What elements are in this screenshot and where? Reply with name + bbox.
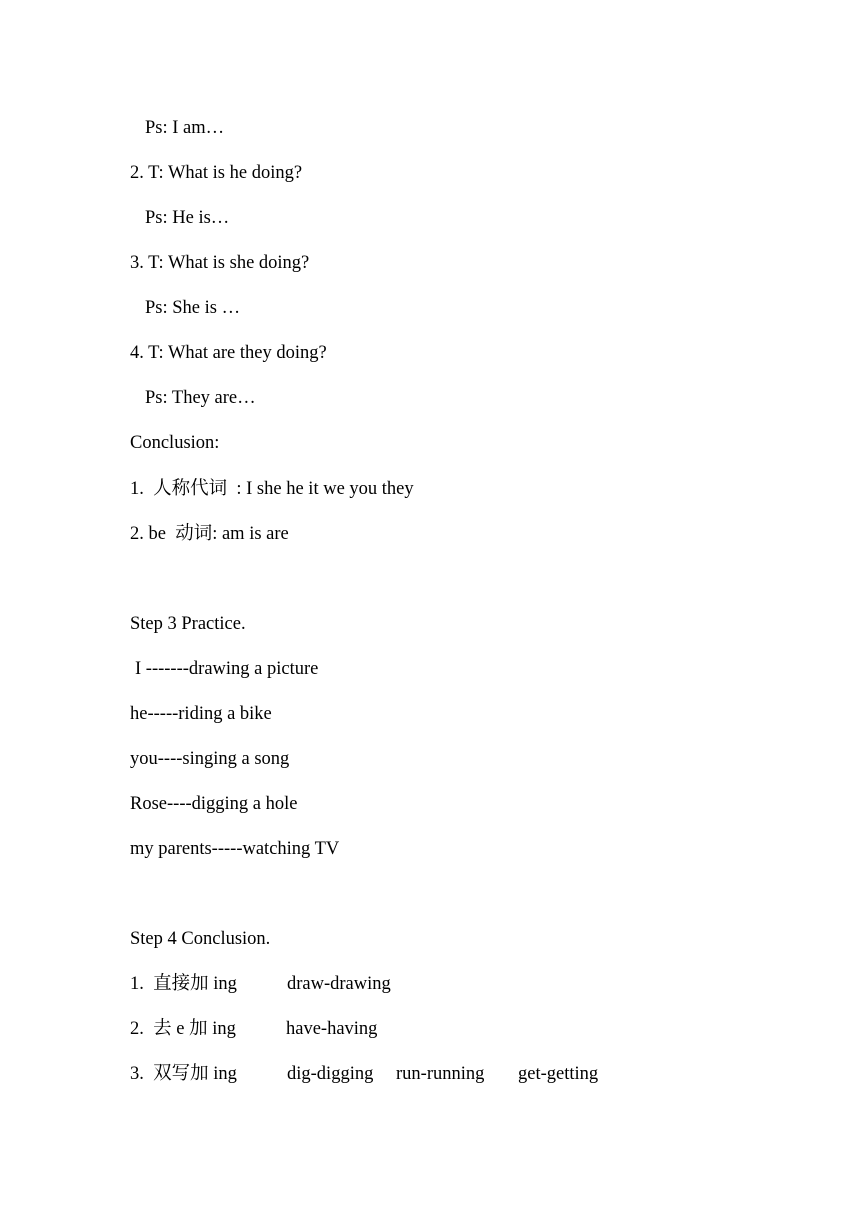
dialogue-line: Ps: She is … [145, 298, 241, 318]
rule-label: 1. 直接加 ing [130, 974, 237, 994]
rule-example: dig-digging [287, 1064, 374, 1084]
dialogue-line: 4. T: What are they doing? [130, 343, 327, 363]
dialogue-line: Ps: He is… [145, 208, 230, 228]
step4-heading: Step 4 Conclusion. [130, 929, 271, 949]
conclusion-item: 2. be 动词: am is are [130, 524, 289, 544]
step3-heading: Step 3 Practice. [130, 614, 246, 634]
conclusion-heading: Conclusion: [130, 433, 220, 453]
practice-item: my parents-----watching TV [130, 839, 340, 859]
dialogue-line: Ps: I am… [145, 118, 225, 138]
dialogue-line: 2. T: What is he doing? [130, 163, 303, 183]
practice-item: he-----riding a bike [130, 704, 272, 724]
rule-example: have-having [286, 1019, 378, 1039]
dialogue-line: Ps: They are… [145, 388, 256, 408]
rule-label: 3. 双写加 ing [130, 1064, 237, 1084]
practice-item: Rose----digging a hole [130, 794, 298, 814]
rule-label: 2. 去 e 加 ing [130, 1019, 236, 1039]
conclusion-item: 1. 人称代词 : I she he it we you they [130, 479, 414, 499]
rule-example: run-running [396, 1064, 485, 1084]
dialogue-line: 3. T: What is she doing? [130, 253, 310, 273]
rule-example: draw-drawing [287, 974, 391, 994]
rule-example: get-getting [518, 1064, 599, 1084]
practice-item: you----singing a song [130, 749, 290, 769]
practice-item: I -------drawing a picture [135, 659, 319, 679]
